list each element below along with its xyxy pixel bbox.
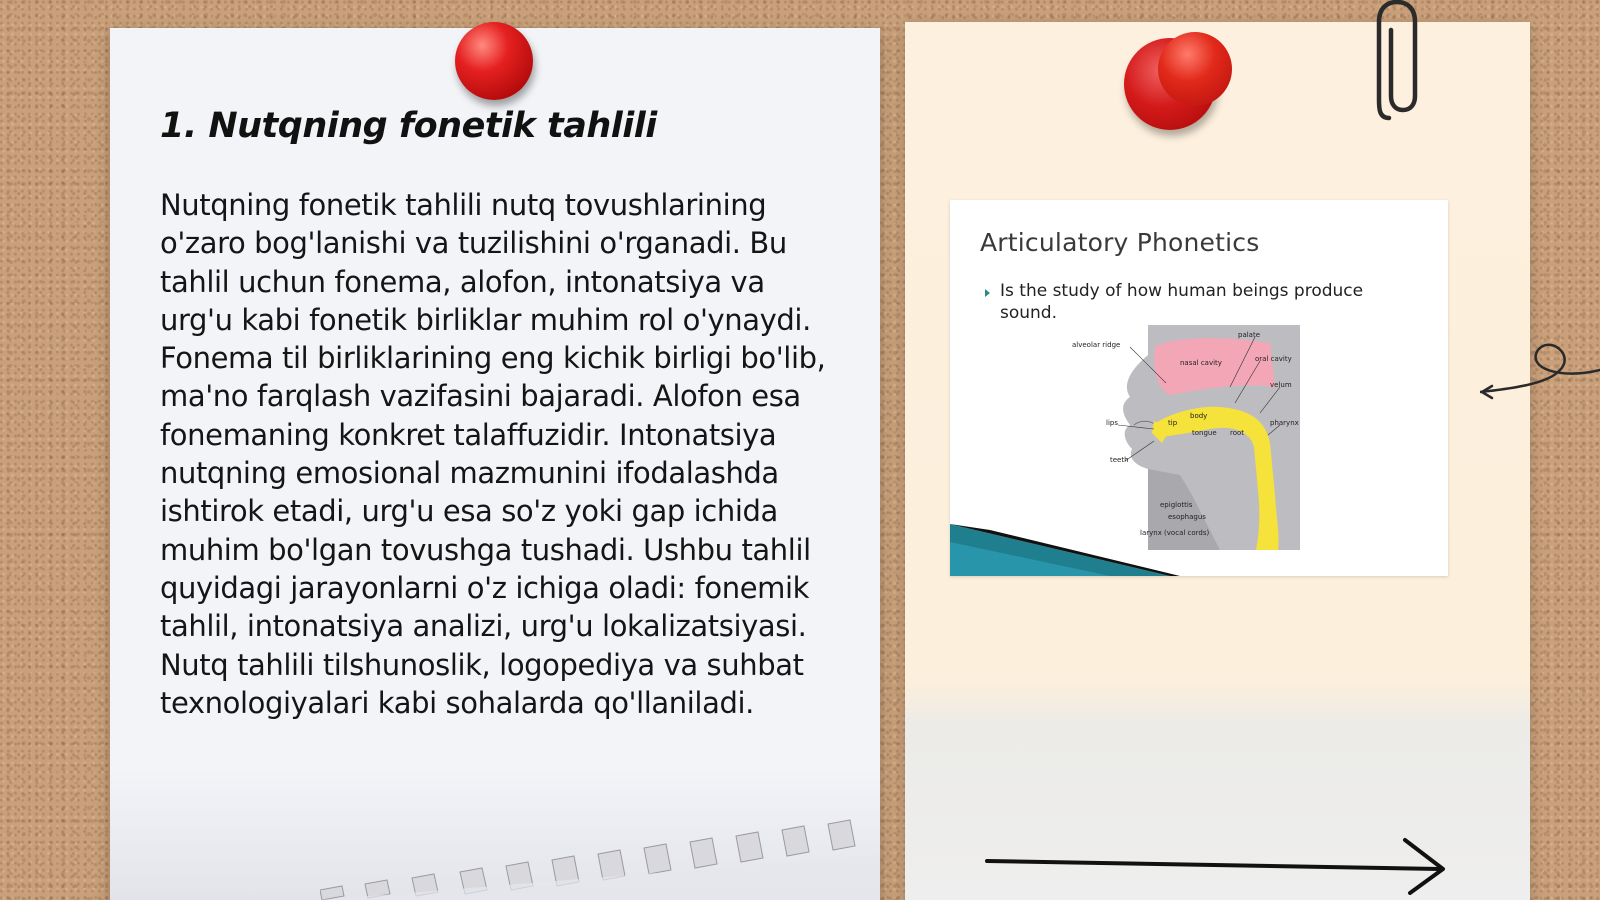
label-larynx: larynx (vocal cords) [1140,529,1210,537]
label-palate: palate [1238,331,1261,339]
label-lips: lips [1106,419,1118,427]
left-note-card [110,28,880,900]
paperclip-icon [1375,0,1419,125]
label-epiglottis: epiglottis [1160,501,1193,509]
label-tip: tip [1168,419,1178,427]
note-body-text: Nutqning fonetik tahlili nutq tovushlarining o'zaro bog'lanishi va tuzilishini o'rganadi. Bu tahlil uchun fonema, alofon, intonatsiya va urg'u kabi fonetik birliklar muhim rol o'ynaydi. Fonema til birliklarining eng kichik birligi bo'lib, ma'no farqlash vazifasini bajaradi. Alofon esa fonemaning konkret talaffuzidir. Intonatsiya nutqning emosional mazmunini ifodalashda ishtirok etadi, urg'u esa so'z yoki gap ichida muhim bo'lgan tovushga tushadi. Ushbu tahlil quyidagi jarayonlarni o'z ichiga oladi: fonemik tahlil, intonatsiya analizi, urg'u lokalizatsiyasi. Nutq tahlili tilshunoslik, logopediya va suhbat texnologiyalari kabi sohalarda qo'llaniladi. [160,188,826,720]
slide-title: Articulatory Phonetics [980,228,1260,257]
label-teeth: teeth [1110,456,1129,464]
spiral-binding-decoration [320,800,880,900]
label-tongue: tongue [1192,429,1217,437]
label-pharynx: pharynx [1270,419,1299,427]
label-alveolar-ridge: alveolar ridge [1072,341,1121,349]
curl-arrow-icon [1480,310,1600,410]
label-esophagus: esophagus [1168,513,1206,521]
label-oral-cavity: oral cavity [1255,355,1292,363]
label-nasal-cavity: nasal cavity [1180,359,1222,367]
bullet-icon [985,289,990,297]
label-body: body [1190,412,1208,420]
label-velum: velum [1270,381,1292,389]
slide-corner-accent [950,516,1210,576]
note-title: 1. Nutqning fonetik tahlili [160,106,657,146]
slide-bullet-text: Is the study of how human beings produce sound. [1000,281,1364,323]
right-arrow-icon [985,835,1455,895]
articulatory-phonetics-slide [950,200,1448,576]
red-pin-left [455,22,533,100]
label-root: root [1230,429,1245,437]
red-pin-right-front [1158,32,1232,106]
